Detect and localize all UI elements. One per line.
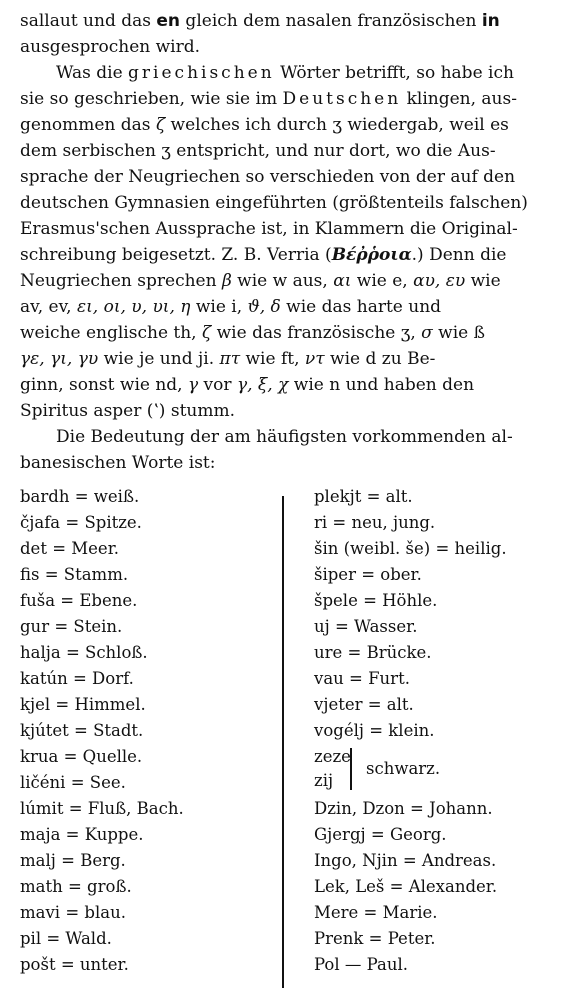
vocab-entry: kjel = Himmel. bbox=[20, 695, 146, 714]
spaced-word: griechischen bbox=[128, 63, 275, 83]
spaced-word: Deutschen bbox=[282, 89, 402, 109]
text-line: dem serbischen ʒ entspricht, und nur dort, wo die Aus- bbox=[20, 141, 496, 161]
text-line: ginn, sonst wie nd, γ vor γ, ξ, χ wie n und haben den bbox=[20, 375, 475, 395]
vocab-entry: Gjergj = Georg. bbox=[314, 825, 447, 844]
vocab-entry: uj = Wasser. bbox=[314, 617, 418, 636]
vocab-word: zeze bbox=[314, 747, 351, 766]
bold-term: in bbox=[481, 11, 500, 31]
vocab-entry: ličéni = See. bbox=[20, 773, 126, 792]
vocab-entry: lúmit = Fluß, Bach. bbox=[20, 799, 184, 818]
vocab-entry: špele = Höhle. bbox=[314, 591, 438, 610]
vocab-entry: det = Meer. bbox=[20, 539, 120, 558]
text-line: Neugriechen sprechen β wie w aus, αι wie e, αυ, ευ wie bbox=[20, 271, 501, 291]
text-line: schreibung beigesetzt. Z. B. Verria (Βέῤῥοια.) Denn die bbox=[20, 245, 507, 265]
vocab-entry: fuša = Ebene. bbox=[20, 591, 138, 610]
vocab-entry: katún = Dorf. bbox=[20, 669, 134, 688]
vocab-entry: malj = Berg. bbox=[20, 851, 126, 870]
brace-vocab-group bbox=[314, 744, 554, 796]
vocab-right-column bbox=[314, 484, 554, 978]
vocab-entry: vogélj = klein. bbox=[314, 721, 435, 740]
vocab-entry: halja = Schloß. bbox=[20, 643, 148, 662]
vocab-entry: pil = Wald. bbox=[20, 929, 112, 948]
text-line: Was die griechischen Wörter betrifft, so habe ich bbox=[56, 63, 514, 83]
curly-brace bbox=[350, 748, 360, 790]
greek-word: Βέῤῥοια bbox=[331, 245, 412, 265]
vocab-entry: math = groß. bbox=[20, 877, 132, 896]
vocab-entry: bardh = weiß. bbox=[20, 487, 140, 506]
vocab-word: zij bbox=[314, 771, 334, 790]
vocab-entry: ure = Brücke. bbox=[314, 643, 432, 662]
vocab-left-column bbox=[20, 484, 282, 978]
vocab-meaning: schwarz. bbox=[366, 759, 441, 778]
vocab-entry: fis = Stamm. bbox=[20, 565, 129, 584]
vocab-entry: mavi = blau. bbox=[20, 903, 126, 922]
text-line: ausgesprochen wird. bbox=[20, 37, 201, 57]
text-line: deutschen Gymnasien eingeführten (größtenteils falschen) bbox=[20, 193, 528, 213]
vocab-entry: kjútet = Stadt. bbox=[20, 721, 144, 740]
intro-paragraph bbox=[20, 8, 548, 476]
text-line: Erasmus'schen Aussprache ist, in Klammern die Original- bbox=[20, 219, 518, 239]
vocab-entry: Lek, Leš = Alexander. bbox=[314, 877, 498, 896]
vocab-entry: vau = Furt. bbox=[314, 669, 410, 688]
text-line: sie so geschrieben, wie sie im Deutschen klingen, aus- bbox=[20, 89, 517, 109]
text-line: sallaut und das en gleich dem nasalen französischen in bbox=[20, 11, 500, 31]
vocab-entry: Ingo, Njin = Andreas. bbox=[314, 851, 497, 870]
vocab-entry: pošt = unter. bbox=[20, 955, 129, 974]
vocab-entry: ri = neu, jung. bbox=[314, 513, 436, 532]
vocab-entry: šin (weibl. še) = heilig. bbox=[314, 539, 507, 558]
vocab-entry: Prenk = Peter. bbox=[314, 929, 436, 948]
vocab-entry: Mere = Marie. bbox=[314, 903, 438, 922]
text-line: Spiritus asper (ʽ) stumm. bbox=[20, 401, 235, 421]
text-line: genommen das ζ welches ich durch ʒ wiedergab, weil es bbox=[20, 115, 509, 135]
text-line: banesischen Worte ist: bbox=[20, 453, 216, 473]
vocab-entry: čjafa = Spitze. bbox=[20, 513, 142, 532]
vocab-entry: gur = Stein. bbox=[20, 617, 123, 636]
text-line: weiche englische th, ζ wie das französische ʒ, σ wie ß bbox=[20, 323, 485, 343]
column-divider bbox=[282, 496, 284, 988]
vocab-entry: maja = Kuppe. bbox=[20, 825, 144, 844]
text-line: Die Bedeutung der am häufigsten vorkommenden al- bbox=[56, 427, 513, 447]
text-line: av, ev, ει, οι, υ, υι, η wie i, ϑ, δ wie das harte und bbox=[20, 297, 442, 317]
text-line: sprache der Neugriechen so verschieden von der auf den bbox=[20, 167, 516, 187]
vocab-entry: plekjt = alt. bbox=[314, 487, 413, 506]
vocab-entry: šiper = ober. bbox=[314, 565, 422, 584]
vocab-entry: krua = Quelle. bbox=[20, 747, 143, 766]
vocab-entry: Dzin, Dzon = Johann. bbox=[314, 799, 493, 818]
vocab-entry: vjeter = alt. bbox=[314, 695, 414, 714]
text-line: γε, γι, γυ wie je und ji. πτ wie ft, ντ wie d zu Be- bbox=[20, 349, 436, 369]
vocab-entry: Pol — Paul. bbox=[314, 955, 408, 974]
bold-term: en bbox=[156, 11, 181, 31]
